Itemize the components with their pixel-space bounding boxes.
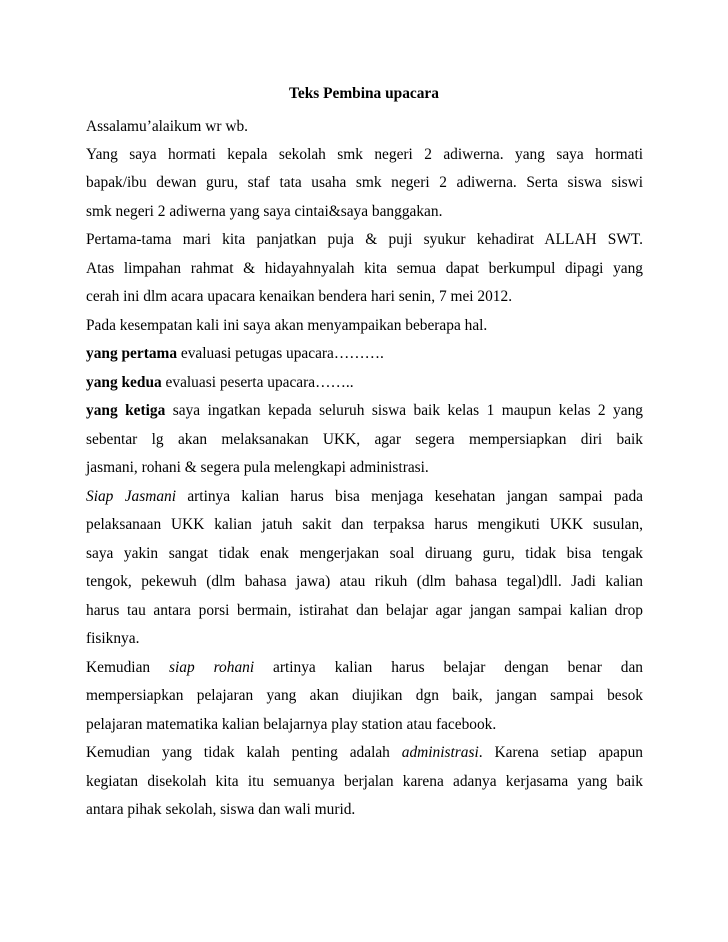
text-line: pelajaran matematika kalian belajarnya play station atau facebook. <box>86 716 497 733</box>
text-run: saya ingatkan kepada seluruh siswa baik kelas 1 maupun kelas 2 yang <box>165 402 643 419</box>
text-line: harus tau antara porsi bermain, istirahat dan belajar agar jangan sampai kalian drop <box>86 602 643 619</box>
text-line <box>86 343 643 365</box>
text-line <box>86 372 643 394</box>
text-line: Assalamu’alaikum wr wb. <box>86 118 248 135</box>
text-line: saya yakin sangat tidak enak mengerjakan soal diruang guru, tidak bisa tengak <box>86 545 643 562</box>
text-line: Yang saya hormati kepala sekolah smk negeri 2 adiwerna. yang saya hormati <box>86 146 643 163</box>
text-line: cerah ini dlm acara upacara kenaikan bendera hari senin, 7 mei 2012. <box>86 288 513 305</box>
text-run: Kemudian yang tidak kalah penting adalah <box>86 744 402 761</box>
text-line: mempersiapkan pelajaran yang akan diujikan dgn baik, jangan sampai besok <box>86 687 643 704</box>
page-title: Teks Pembina upacara <box>289 85 439 102</box>
text-run: artinya kalian harus belajar dengan benar dan <box>254 659 643 676</box>
text-line: jasmani, rohani & segera pula melengkapi administrasi. <box>86 459 429 476</box>
text-run: Kemudian <box>86 659 170 676</box>
text-line <box>86 400 643 422</box>
text-run: artinya kalian harus bisa menjaga kesehatan jangan sampai pada <box>176 488 643 505</box>
text-line <box>86 486 643 508</box>
text-line: smk negeri 2 adiwerna yang saya cintai&saya banggakan. <box>86 203 443 220</box>
italic-term: siap rohani <box>169 659 255 676</box>
text-line: sebentar lg akan melaksanakan UKK, agar segera mempersiapkan diri baik <box>86 431 643 448</box>
italic-term: Siap Jasmani <box>86 488 176 505</box>
text-line: antara pihak sekolah, siswa dan wali murid. <box>86 801 356 818</box>
bold-term: yang ketiga <box>86 402 166 419</box>
text-line: kegiatan disekolah kita itu semuanya berjalan karena adanya kerjasama yang baik <box>86 773 643 790</box>
text-run: evaluasi petugas upacara………. <box>177 345 384 362</box>
text-line: Pada kesempatan kali ini saya akan menyampaikan beberapa hal. <box>86 317 488 334</box>
bold-term: yang kedua <box>86 374 162 391</box>
text-line <box>86 657 643 679</box>
text-line: bapak/ibu dewan guru, staf tata usaha smk negeri 2 adiwerna. Serta siswa siswi <box>86 174 643 191</box>
text-line: tengok, pekewuh (dlm bahasa jawa) atau rikuh (dlm bahasa tegal)dll. Jadi kalian <box>86 573 643 590</box>
text-line: Atas limpahan rahmat & hidayahnyalah kita semua dapat berkumpul dipagi yang <box>86 260 643 277</box>
text-run: evaluasi peserta upacara…….. <box>161 374 354 391</box>
bold-term: yang pertama <box>86 345 178 362</box>
text-line: fisiknya. <box>86 630 140 647</box>
text-run: . Karena setiap apapun <box>478 744 643 761</box>
italic-term: administrasi <box>401 744 479 761</box>
text-line <box>86 742 643 764</box>
text-line: pelaksanaan UKK kalian jatuh sakit dan terpaksa harus mengikuti UKK susulan, <box>86 516 643 533</box>
text-line: Pertama-tama mari kita panjatkan puja & puji syukur kehadirat ALLAH SWT. <box>86 231 643 248</box>
